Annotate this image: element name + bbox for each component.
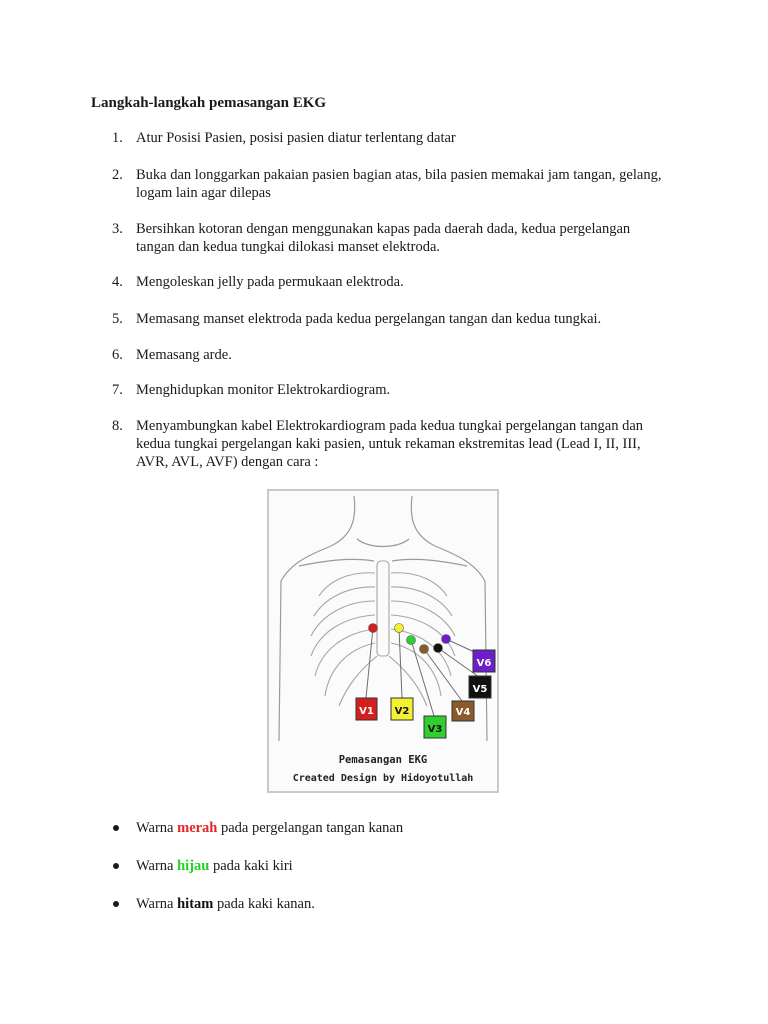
bullet-suffix: pada kaki kanan.: [213, 896, 315, 912]
bullet-suffix: pada kaki kiri: [209, 858, 293, 874]
step-item: [112, 166, 672, 202]
svg-text:V4: V4: [455, 707, 471, 718]
step-item: [112, 310, 672, 328]
step-text: Memasang manset elektroda pada kedua pergelangan tangan dan kedua tungkai.: [136, 311, 602, 327]
step-item: [112, 417, 672, 471]
step-text: Menghidupkan monitor Elektrokardiogram.: [136, 382, 391, 398]
electrode-v2: [395, 624, 404, 633]
bullet-prefix: Warna: [136, 820, 178, 836]
svg-text:V6: V6: [476, 658, 492, 669]
rib-cage: [311, 561, 455, 706]
electrode-v4: [420, 645, 429, 654]
step-number: 2.: [112, 167, 123, 183]
lead-label-v3: [424, 716, 446, 738]
step-item: [112, 346, 672, 364]
step-item: [112, 220, 672, 256]
document-title: Langkah-langkah pemasangan EKG: [91, 95, 327, 111]
figure-caption-credit: Created Design by Hidoyotullah: [292, 773, 474, 784]
electrode-v6: [442, 635, 451, 644]
svg-text:V2: V2: [394, 706, 410, 717]
lead-label-v2: [391, 698, 413, 720]
bullet-dot-icon: [113, 901, 119, 907]
svg-text:V5: V5: [472, 684, 488, 695]
lead-label-v6: [473, 650, 495, 672]
step-number: 5.: [112, 311, 123, 327]
step-text: Mengoleskan jelly pada permukaan elektroda.: [136, 274, 404, 290]
ekg-chest-figure: [267, 489, 499, 793]
lead-label-v1: [356, 698, 377, 720]
svg-text:V3: V3: [427, 724, 443, 735]
step-item: [112, 129, 672, 147]
bullet-prefix: Warna: [136, 896, 178, 912]
bullet-suffix: pada pergelangan tangan kanan: [217, 820, 404, 836]
lead-label-v5: [469, 676, 491, 698]
color-word-black: hitam: [177, 896, 214, 912]
bullet-text: [136, 895, 672, 913]
step-text: Menyambungkan kabel Elektrokardiogram pada kedua tungkai pergelangan tangan dan kedua tungkai pergelangan kaki pasien, untuk rekaman ekstremitas lead (Lead I, II, III, AVR, AVL, AVF) dengan cara :: [136, 418, 644, 470]
bullet-dot-icon: [113, 825, 119, 831]
color-word-green: hijau: [177, 858, 210, 874]
svg-text:V1: V1: [359, 706, 374, 717]
bullet-item: [112, 819, 672, 837]
step-text: Buka dan longgarkan pakaian pasien bagian atas, bila pasien memakai jam tangan, gelang, logam lain agar dilepas: [136, 167, 662, 201]
bullet-item: [112, 857, 672, 875]
step-number: 6.: [112, 347, 123, 363]
step-item: [112, 273, 672, 291]
step-text: Bersihkan kotoran dengan menggunakan kapas pada daerah dada, kedua pergelangan tangan dan kedua tungkai dilokasi manset elektroda.: [136, 221, 631, 255]
color-word-red: merah: [177, 820, 218, 836]
step-number: 3.: [112, 221, 123, 237]
electrode-v5: [434, 644, 443, 653]
bullet-item: [112, 895, 672, 913]
figure-caption-title: Pemasangan EKG: [338, 754, 428, 766]
lead-label-v4: [452, 701, 474, 721]
bullet-dot-icon: [113, 863, 119, 869]
step-number: 1.: [112, 130, 123, 146]
step-item: [112, 381, 672, 399]
bullet-text: [136, 819, 672, 837]
chest-lead-diagram: [269, 491, 497, 791]
step-number: 8.: [112, 418, 123, 434]
step-number: 4.: [112, 274, 123, 290]
bullet-prefix: Warna: [136, 858, 178, 874]
electrode-v1: [369, 624, 378, 633]
electrode-v3: [407, 636, 416, 645]
step-number: 7.: [112, 382, 123, 398]
bullet-text: [136, 857, 672, 875]
step-text: Atur Posisi Pasien, posisi pasien diatur terlentang datar: [136, 130, 456, 146]
step-text: Memasang arde.: [136, 347, 232, 363]
